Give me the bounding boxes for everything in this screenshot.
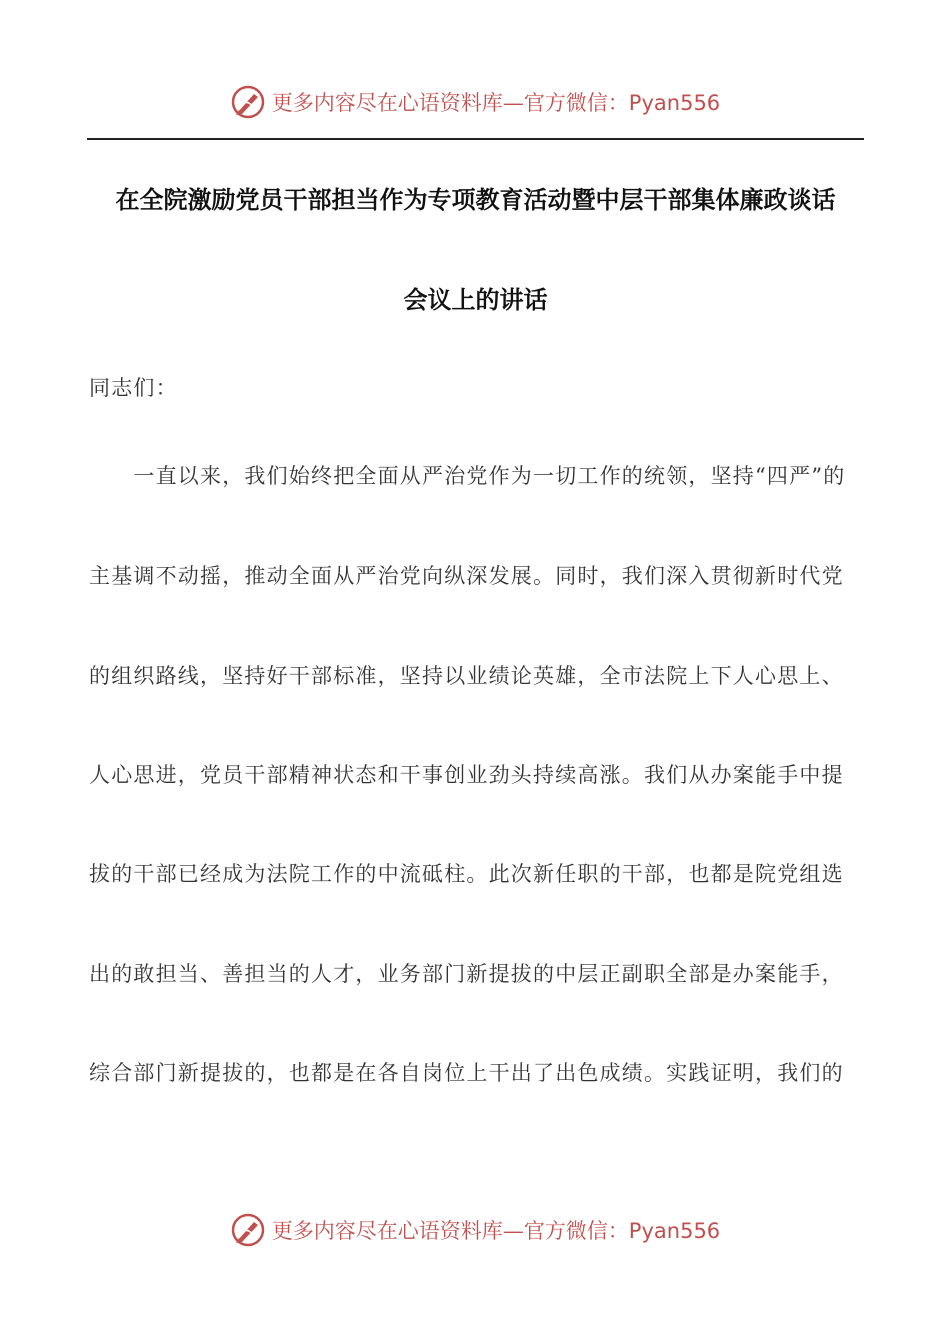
pen-logo-icon xyxy=(230,84,266,120)
paragraph-line: 出的敢担当、善担当的人才，业务部门新提拔的中层正副职全部是办案能手， xyxy=(89,962,844,986)
footer-banner-text xyxy=(272,1215,720,1245)
footer-banner-wechat: 官方微信：Pyan556 xyxy=(523,1219,721,1243)
header-divider xyxy=(87,138,864,140)
paragraph-line: 人心思进，党员干部精神状态和干事创业劲头持续高涨。我们从办案能手中提 xyxy=(89,763,844,787)
paragraph-line: 综合部门新提拔的，也都是在各自岗位上干出了出色成绩。实践证明，我们的 xyxy=(89,1061,844,1085)
footer-banner xyxy=(0,1210,950,1250)
pen-logo-icon xyxy=(230,1212,266,1248)
footer-banner-separator: — xyxy=(502,1219,524,1243)
header-banner-wechat: 官方微信：Pyan556 xyxy=(523,91,721,115)
paragraph-line: 一直以来，我们始终把全面从严治党作为一切工作的统领，坚持“四严”的 xyxy=(89,464,846,488)
header-banner xyxy=(0,82,950,122)
header-banner-separator: — xyxy=(502,91,524,115)
document-title-line-2: 会议上的讲话 xyxy=(403,286,548,314)
salutation: 同志们： xyxy=(89,376,178,400)
paragraph-line: 的组织路线，坚持好干部标准，坚持以业绩论英雄，全市法院上下人心思上、 xyxy=(89,664,844,688)
header-banner-title: 更多内容尽在心语资料库 xyxy=(271,91,503,115)
paragraph-line: 主基调不动摇，推动全面从严治党向纵深发展。同时，我们深入贯彻新时代党 xyxy=(89,564,844,588)
header-banner-text xyxy=(272,87,720,117)
document-title-line-1: 在全院激励党员干部担当作为专项教育活动暨中层干部集体廉政谈话 xyxy=(115,186,836,214)
paragraph-line: 拔的干部已经成为法院工作的中流砥柱。此次新任职的干部，也都是院党组选 xyxy=(89,862,844,886)
footer-banner-title: 更多内容尽在心语资料库 xyxy=(271,1219,503,1243)
